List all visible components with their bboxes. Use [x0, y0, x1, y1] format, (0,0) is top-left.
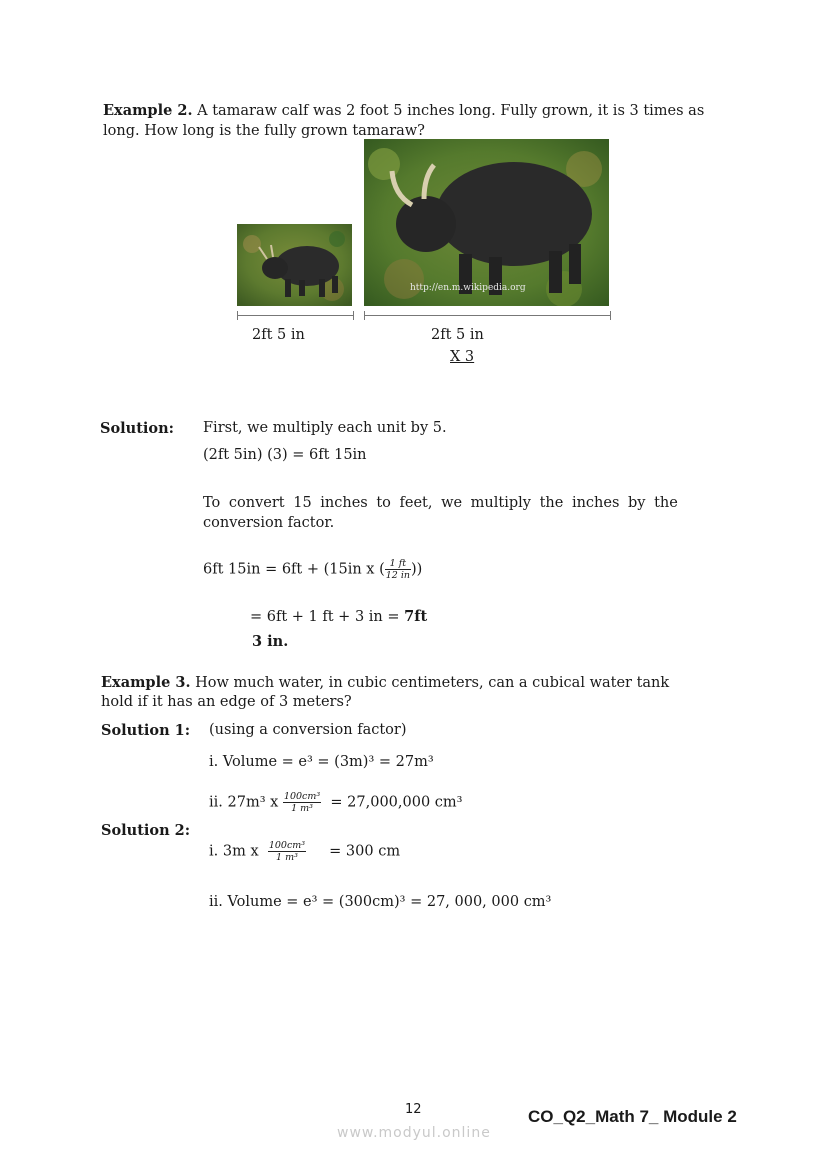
equation-left: 6ft 15in = 6ft + (15in x (	[203, 561, 385, 578]
cm-per-m-fraction	[268, 840, 306, 863]
example3-text-line1: How much water, in cubic centimeters, can a cubical water tank	[195, 675, 670, 691]
solution1-note: (using a conversion factor)	[209, 722, 407, 738]
fraction-denominator: 12 in	[385, 570, 411, 581]
equation-result	[250, 608, 427, 625]
calf-length-dimension-line	[237, 311, 354, 320]
fraction-numerator: 100cm³	[283, 791, 321, 802]
solution-line2: (2ft 5in) (3) = 6ft 15in	[203, 447, 367, 463]
equation-result-text: = 6ft + 1 ft + 3 in =	[250, 609, 400, 625]
example2-text-line1: A tamaraw calf was 2 foot 5 inches long. Fully grown, it is 3 times as	[197, 103, 705, 119]
adult-length-dimension-line	[364, 311, 611, 320]
conversion-equation	[203, 558, 422, 581]
solution2-step-i-left: i. 3m x	[209, 843, 259, 860]
adult-length-label: 2ft 5 in	[431, 327, 484, 343]
module-code: CO_Q2_Math 7_ Module 2	[528, 1107, 737, 1126]
cm-per-m-fraction	[283, 791, 321, 814]
answer-inches: 3 in.	[252, 633, 289, 650]
solution-line4: conversion factor.	[203, 515, 335, 531]
example3-paragraph	[101, 673, 669, 712]
solution1-step-ii	[209, 791, 462, 814]
tamaraw-adult-photo	[364, 139, 609, 306]
solution2-step-i-right: = 300 cm	[329, 843, 401, 860]
fraction-denominator: 1 m³	[291, 803, 313, 814]
fraction-numerator: 100cm³	[268, 840, 306, 851]
solution-line3: To convert 15 inches to feet, we multiply the inches by the	[203, 495, 678, 511]
solution1-step-ii-right: = 27,000,000 cm³	[330, 794, 463, 811]
solution2-label: Solution 2:	[101, 822, 191, 839]
multiplier-label: X 3	[450, 349, 475, 365]
solution-line1: First, we multiply each unit by 5.	[203, 420, 447, 436]
photo-credit-watermark: http://en.m.wikipedia.org	[410, 283, 526, 293]
solution-label: Solution:	[100, 420, 174, 437]
example2-text-line2: long. How long is the fully grown tamaraw?	[103, 123, 425, 139]
solution1-step-i: i. Volume = e³ = (3m)³ = 27m³	[209, 754, 434, 770]
fraction-numerator: 1 ft	[385, 558, 411, 570]
ft-per-inch-fraction	[385, 558, 411, 581]
solution1-label: Solution 1:	[101, 722, 191, 739]
site-watermark: www.modyul.online	[337, 1125, 491, 1141]
example2-paragraph	[103, 101, 704, 141]
equation-close: ))	[411, 561, 423, 578]
calf-length-label: 2ft 5 in	[252, 327, 305, 343]
fraction-denominator: 1 m³	[276, 852, 298, 863]
example3-label: Example 3.	[101, 674, 191, 691]
answer-feet: 7ft	[404, 608, 428, 625]
page-number: 12	[405, 1102, 422, 1117]
tamaraw-calf-photo	[237, 224, 352, 306]
solution1-step-ii-left: ii. 27m³ x	[209, 794, 279, 811]
example3-text-line2: hold if it has an edge of 3 meters?	[101, 694, 352, 710]
solution2-step-ii: ii. Volume = e³ = (300cm)³ = 27, 000, 000 cm³	[209, 894, 552, 910]
example2-label: Example 2.	[103, 102, 193, 119]
solution2-step-i	[209, 840, 400, 863]
